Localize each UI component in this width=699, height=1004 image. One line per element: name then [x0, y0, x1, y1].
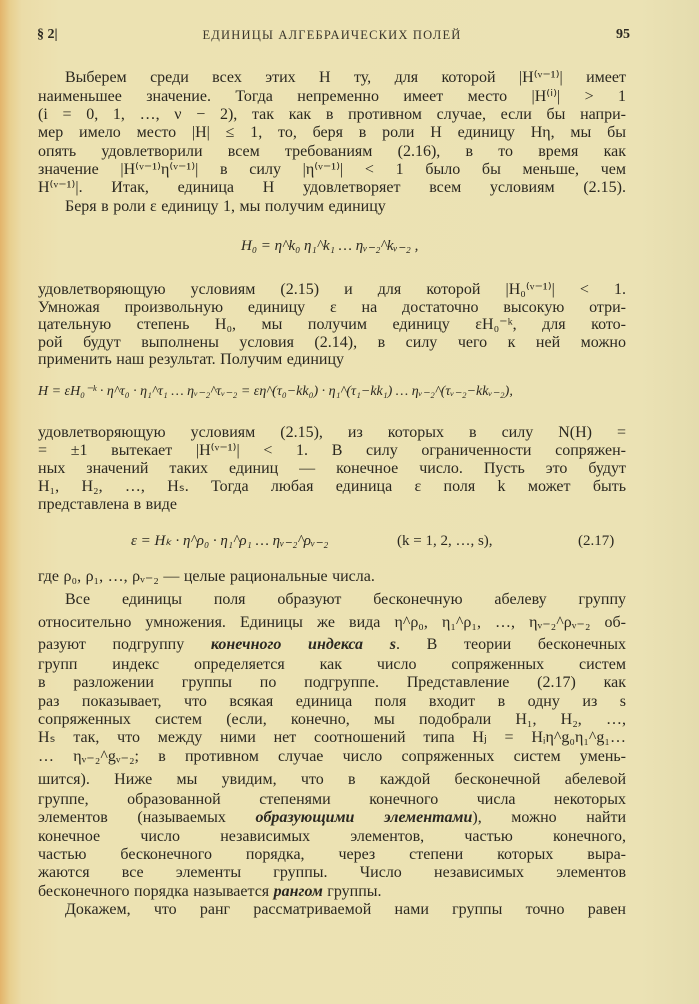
text-line: наименьшее значение. Тогда непременно имеет место |H⁽ⁱ⁾| > 1 — [38, 88, 626, 105]
text-line: = ±1 вытекает |H⁽ᵛ⁻¹⁾| < 1. В силу ограниченности сопряжен- — [38, 442, 626, 459]
page-number: 95 — [616, 27, 630, 42]
text-line: Hₛ так, что между ними нет соотношений типа Hⱼ = Hᵢη^g₀η₁^g₁… — [38, 729, 626, 746]
term-finite-index: конечного индекса s — [210, 636, 396, 653]
text-line: шится). Ниже мы увидим, что в каждой бесконечной абелевой — [38, 771, 626, 788]
text-line: Умножая произвольную единицу ε на достаточно высокую отри- — [38, 299, 626, 316]
text-line: Докажем, что ранг рассматриваемой нами группы точно равен — [65, 901, 626, 918]
text-line: группе, образованной степенями конечного числа некоторых — [38, 791, 626, 808]
text-line: применить наш результат. Получим единицу — [38, 351, 345, 368]
formula-h: H = εH₀⁻ᵏ · η^τ₀ · η₁^τ₁ … ηᵥ₋₂^τᵥ₋₂ = εη^(τ₀−kk₀) · η₁^(τ₁−kk₁) … ηᵥ₋₂^(τᵥ₋₂−kkᵥ₋₂), — [38, 384, 513, 399]
text-line: представлена в виде — [38, 496, 177, 513]
text-line: рой будут выполнены условия (2.14), в силу чего к ней можно — [38, 334, 626, 351]
text-line: групп индекс определяется как число сопряженных систем — [38, 656, 626, 673]
text-line-italic — [38, 809, 626, 827]
text-line: относительно умножения. Единицы же вида η^ρ₀, η₁^ρ₁, …, ηᵥ₋₂^ρᵥ₋₂ об- — [38, 614, 626, 631]
text-line: мер имело место |H| ≤ 1, то, беря в роли H единицу Hη, мы бы — [38, 124, 626, 141]
text-line: сопряженных систем (если, конечно, мы подобрали H₁, H₂, …, — [38, 711, 626, 728]
text-line: H₁, H₂, …, Hₛ. Тогда любая единица ε поля k может быть — [38, 478, 626, 495]
text-line: Выберем среди всех этих H ту, для которой |H⁽ᵛ⁻¹⁾| имеет — [65, 69, 626, 86]
equation-number: (2.17) — [578, 533, 615, 549]
text-line: (i = 0, 1, …, ν − 2), так как в противном случае, если бы напри- — [38, 106, 626, 123]
formula-eps-range: (k = 1, 2, …, s), — [397, 533, 493, 549]
text-line: цательную степень H₀, мы получим единицу εH₀⁻ᵏ, для кото- — [38, 316, 626, 333]
text-line: ных значений таких единиц — конечное число. Пусть это будут — [38, 460, 626, 477]
text: элементов (называемых — [38, 809, 256, 826]
text-line: где ρ₀, ρ₁, …, ρᵥ₋₂ — целые рациональные числа. — [38, 568, 375, 585]
formula-eps: ε = Hₖ · η^ρ₀ · η₁^ρ₁ … ηᵥ₋₂^ρᵥ₋₂ — [131, 533, 329, 549]
text-line-italic — [38, 883, 626, 901]
text-line-italic — [38, 636, 626, 654]
text-line: в разложении группы по подгруппе. Представление (2.17) как — [38, 674, 626, 691]
text-line: Беря в роли ε единицу 1, мы получим единицу — [65, 198, 386, 215]
text-line: значение |H⁽ᵛ⁻¹⁾η⁽ᵛ⁻¹⁾| в силу |η⁽ᵛ⁻¹⁾| < 1 было бы меньше, чем — [38, 161, 626, 178]
term-rank: рангом — [273, 883, 323, 900]
text-line: раз показывает, что всякая единица поля входит в одну из s — [38, 693, 626, 710]
text-line: H⁽ᵛ⁻¹⁾|. Итак, единица H удовлетворяет всем условиям (2.15). — [38, 179, 626, 196]
text: бесконечного порядка называется — [38, 883, 274, 900]
text-line: Все единицы поля образуют бесконечную абелеву группу — [65, 591, 626, 608]
text-line: конечное число независимых элементов, частью конечного, — [38, 828, 626, 845]
text-line: частью бесконечного порядка, через степени которых выра- — [38, 846, 626, 863]
text-line: удовлетворяющую условиям (2.15) и для которой |H₀⁽ᵛ⁻¹⁾| < 1. — [38, 281, 626, 298]
term-generators: образующими элементами — [255, 809, 473, 826]
text-line: … ηᵥ₋₂^gᵥ₋₂; в противном случае число сопряженных систем умень- — [38, 748, 626, 765]
section-marker: § 2| — [37, 27, 58, 42]
text-line: опять удовлетворили всем требованиям (2.16), в то время как — [38, 143, 626, 160]
text-line: удовлетворяющую условиям (2.15), из которых в силу N(H) = — [38, 424, 626, 441]
text: ), можно найти — [472, 809, 627, 826]
formula-h0: H₀ = η^k₀ η₁^k₁ … ηᵥ₋₂^kᵥ₋₂ , — [241, 238, 419, 254]
text: разуют подгруппу — [38, 636, 211, 653]
text-line: жаются все элементы группы. Число независимых элементов — [38, 864, 626, 881]
text: группы. — [322, 883, 382, 900]
running-title: ЕДИНИЦЫ АЛГЕБРАИЧЕСКИХ ПОЛЕЙ — [202, 28, 462, 42]
text: . В теории бесконечных — [395, 636, 627, 653]
